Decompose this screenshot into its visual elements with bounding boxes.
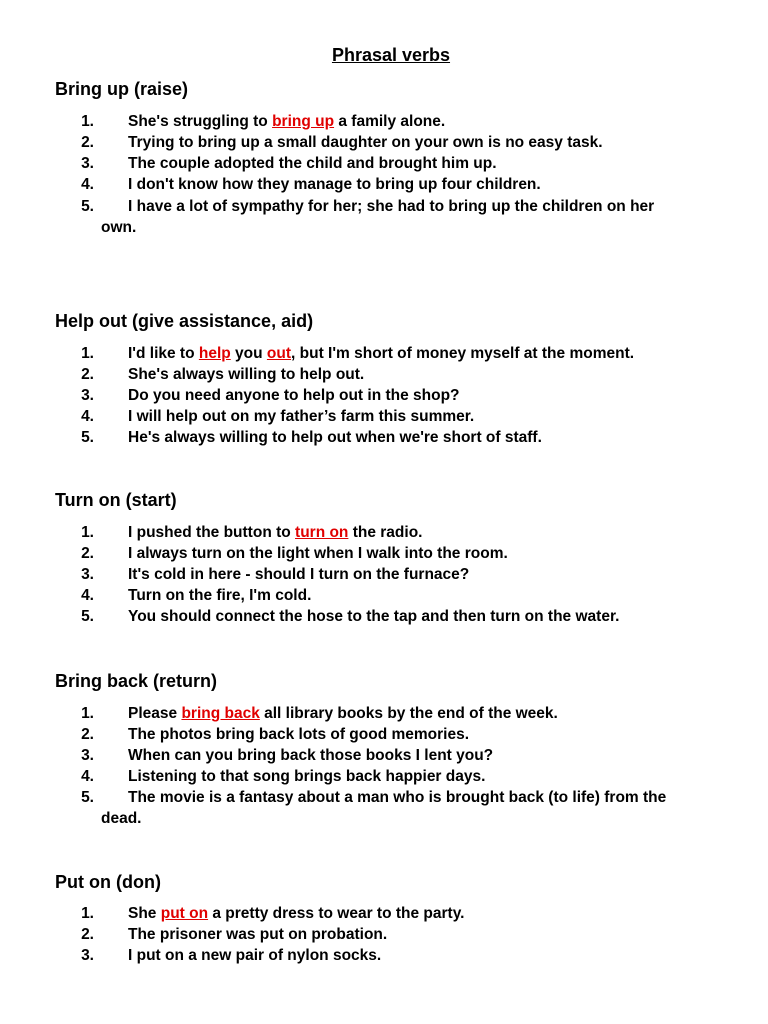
item-number: 1. xyxy=(81,524,94,541)
item-number: 2. xyxy=(81,926,94,943)
item-number: 5. xyxy=(81,198,94,215)
item-text: He's always willing to help out when we're short of staff. xyxy=(128,429,542,446)
item-number: 2. xyxy=(81,545,94,562)
item-text-post: a pretty dress to wear to the party. xyxy=(208,905,465,922)
item-number: 4. xyxy=(81,768,94,785)
page-title: Phrasal verbs xyxy=(331,45,451,65)
highlighted-phrasal-verb: turn on xyxy=(295,524,349,541)
item-text-continuation: own. xyxy=(101,219,137,236)
item-number: 3. xyxy=(81,155,94,172)
item-number: 1. xyxy=(81,113,94,130)
item-number: 2. xyxy=(81,366,94,383)
section-heading-help-out: Help out (give assistance, aid) xyxy=(55,311,314,331)
highlighted-phrasal-verb: bring back xyxy=(181,705,260,722)
highlighted-phrasal-verb: put on xyxy=(160,905,209,922)
item-text-mid: you xyxy=(230,345,267,362)
item-text: Do you need anyone to help out in the shop? xyxy=(128,387,460,404)
item-number: 3. xyxy=(81,747,94,764)
item-text: Listening to that song brings back happier days. xyxy=(128,768,486,785)
item-number: 3. xyxy=(81,387,94,404)
item-text-pre: I pushed the button to xyxy=(128,524,296,541)
item-text xyxy=(128,703,718,724)
item-text: Turn on the fire, I'm cold. xyxy=(128,587,312,604)
item-number: 2. xyxy=(81,134,94,151)
item-text xyxy=(128,903,718,924)
section-heading-bring-back: Bring back (return) xyxy=(55,671,218,691)
item-number: 3. xyxy=(81,947,94,964)
item-number: 4. xyxy=(81,176,94,193)
item-text: It's cold in here - should I turn on the furnace? xyxy=(128,566,470,583)
item-text-post: a family alone. xyxy=(334,113,446,130)
highlighted-phrasal-verb: bring up xyxy=(272,113,335,130)
section-heading-put-on: Put on (don) xyxy=(55,872,161,892)
item-text: The photos bring back lots of good memories. xyxy=(128,726,470,743)
item-text: The movie is a fantasy about a man who is brought back (to life) from the xyxy=(128,789,667,806)
item-number: 3. xyxy=(81,566,94,583)
section-heading-turn-on: Turn on (start) xyxy=(55,490,177,510)
item-text: I will help out on my father’s farm this summer. xyxy=(128,408,475,425)
item-number: 5. xyxy=(81,429,94,446)
item-number: 1. xyxy=(81,705,94,722)
item-number: 1. xyxy=(81,345,94,362)
item-text: The couple adopted the child and brought him up. xyxy=(128,155,497,172)
item-text xyxy=(128,522,718,543)
item-text-pre: I'd like to xyxy=(128,345,199,362)
item-text-post: all library books by the end of the week. xyxy=(259,705,558,722)
item-text-pre: Please xyxy=(128,705,182,722)
item-text-pre: She xyxy=(128,905,161,922)
item-text: I always turn on the light when I walk into the room. xyxy=(128,545,508,562)
item-text xyxy=(128,343,718,364)
item-text xyxy=(128,111,718,132)
item-number: 5. xyxy=(81,608,94,625)
item-text: I put on a new pair of nylon socks. xyxy=(128,947,382,964)
item-number: 2. xyxy=(81,726,94,743)
item-text-post: the radio. xyxy=(348,524,423,541)
item-text: You should connect the hose to the tap and then turn on the water. xyxy=(128,608,620,625)
highlighted-phrasal-verb: help xyxy=(198,345,231,362)
item-text-continuation: dead. xyxy=(101,810,142,827)
item-text: I have a lot of sympathy for her; she had to bring up the children on her xyxy=(128,198,655,215)
item-text-post: , but I'm short of money myself at the moment. xyxy=(291,345,635,362)
item-text-pre: She's struggling to xyxy=(128,113,273,130)
item-text: I don't know how they manage to bring up four children. xyxy=(128,176,541,193)
item-number: 5. xyxy=(81,789,94,806)
item-text: Trying to bring up a small daughter on your own is no easy task. xyxy=(128,134,603,151)
item-number: 4. xyxy=(81,408,94,425)
item-number: 1. xyxy=(81,905,94,922)
item-text: The prisoner was put on probation. xyxy=(128,926,388,943)
section-heading-bring-up: Bring up (raise) xyxy=(55,79,189,99)
highlighted-phrasal-verb-particle: out xyxy=(266,345,292,362)
item-text: She's always willing to help out. xyxy=(128,366,365,383)
item-number: 4. xyxy=(81,587,94,604)
item-text: When can you bring back those books I lent you? xyxy=(128,747,494,764)
